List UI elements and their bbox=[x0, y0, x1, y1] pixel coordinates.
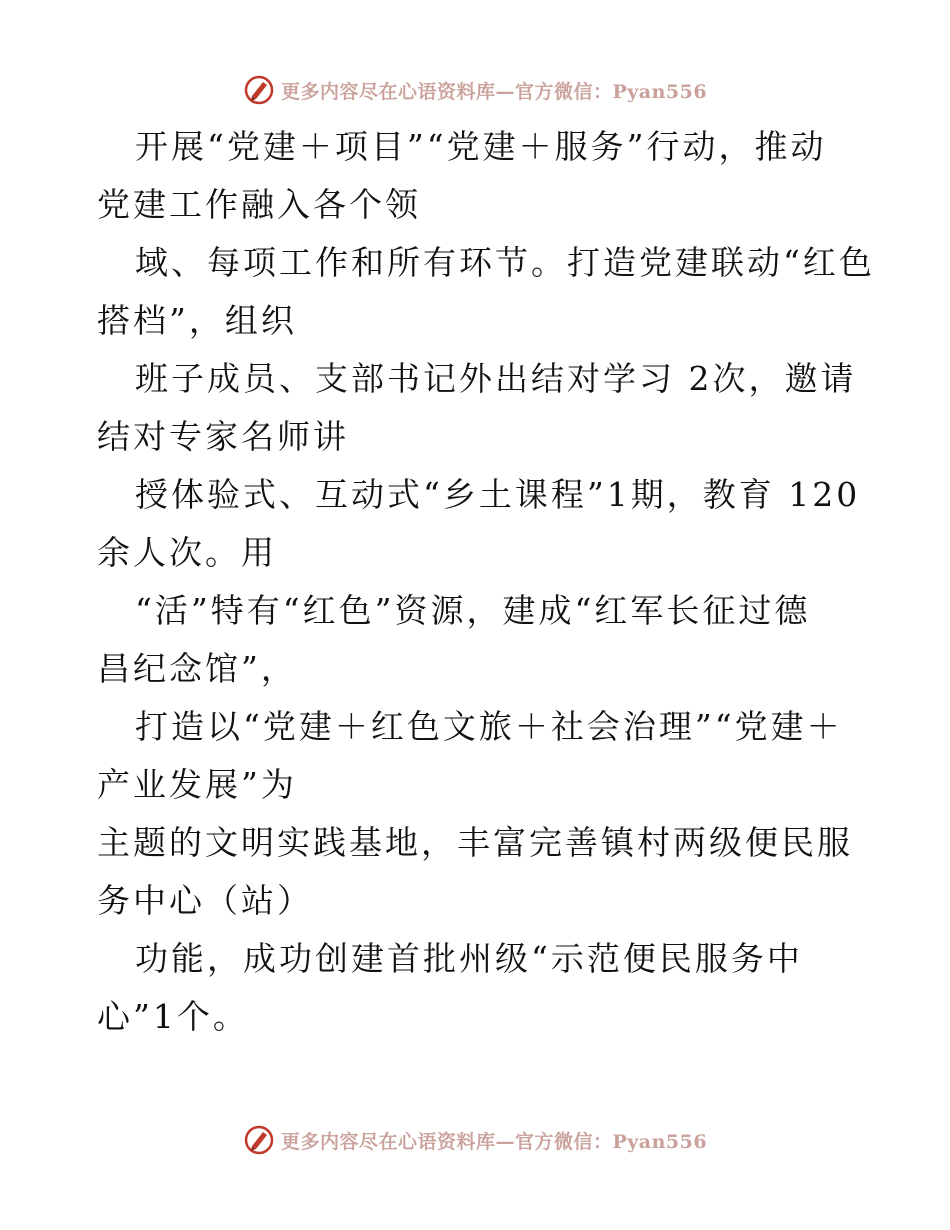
body-line: 授体验式、互动式“乡土课程”1期，教育 120 bbox=[135, 475, 861, 514]
body-line: 班子成员、支部书记外出结对学习 2次，邀请 bbox=[135, 359, 857, 398]
body-line: 结对专家名师讲 bbox=[97, 417, 349, 456]
body-line: 产业发展”为 bbox=[97, 765, 297, 804]
body-line: 功能，成功创建首批州级“示范便民服务中 bbox=[135, 939, 803, 978]
body-line: 务中心（站） bbox=[97, 881, 313, 920]
header-watermark bbox=[0, 70, 950, 110]
pen-logo-icon bbox=[243, 74, 275, 106]
footer-watermark bbox=[0, 1120, 950, 1160]
watermark-text: 更多内容尽在心语资料库—官方微信：Pyan556 bbox=[280, 80, 708, 103]
body-line: 开展“党建＋项目”“党建＋服务”行动，推动 bbox=[135, 127, 827, 166]
body-line: 昌纪念馆”， bbox=[97, 649, 297, 688]
body-line: 域、每项工作和所有环节。打造党建联动“红色 bbox=[135, 243, 875, 282]
watermark-text: 更多内容尽在心语资料库—官方微信：Pyan556 bbox=[280, 1130, 708, 1153]
body-line: 主题的文明实践基地，丰富完善镇村两级便民服 bbox=[97, 823, 853, 862]
body-line: 党建工作融入各个领 bbox=[97, 185, 421, 224]
body-line: 心”1个。 bbox=[97, 997, 249, 1036]
body-line: 打造以“党建＋红色文旅＋社会治理”“党建＋ bbox=[135, 707, 843, 746]
body-line: 搭档”，组织 bbox=[97, 301, 297, 340]
body-line: “活”特有“红色”资源，建成“红军长征过德 bbox=[135, 591, 811, 630]
document-body bbox=[97, 118, 875, 1046]
pen-logo-icon bbox=[243, 1124, 275, 1156]
body-line: 余人次。用 bbox=[97, 533, 277, 572]
